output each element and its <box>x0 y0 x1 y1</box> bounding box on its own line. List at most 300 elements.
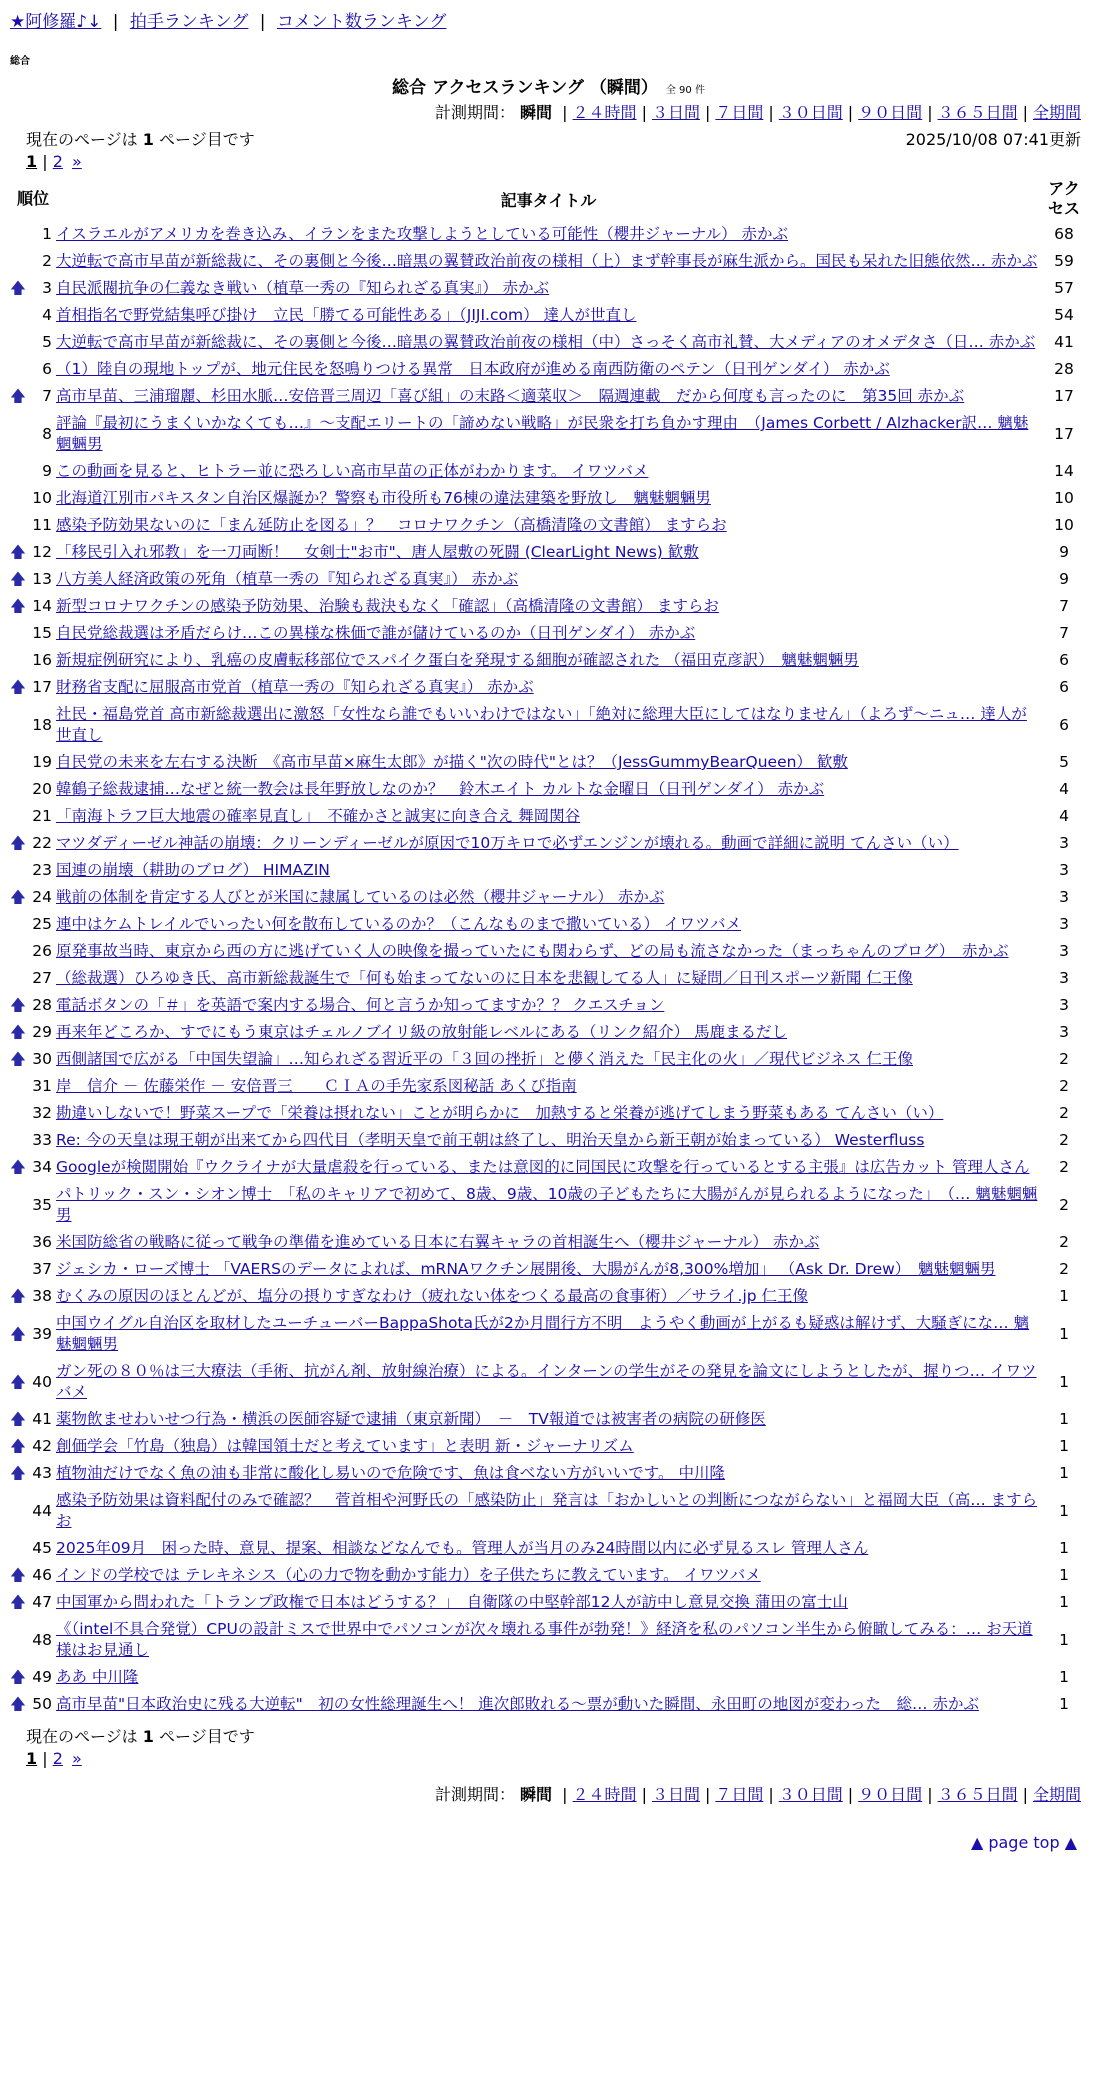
title-cell <box>56 1460 1041 1487</box>
table-row <box>10 965 1087 992</box>
arrow-cell <box>10 410 32 458</box>
arrow-cell <box>10 938 32 965</box>
comment-ranking-link[interactable]: コメント数ランキング <box>276 12 447 32</box>
arrow-cell <box>10 1181 32 1229</box>
up-arrow-icon: 🡅 <box>10 678 26 696</box>
arrow-cell <box>10 221 32 248</box>
page-number: 1 <box>142 1727 154 1746</box>
pager-next[interactable]: » <box>72 1749 82 1768</box>
pager-page-2[interactable]: 2 <box>52 1749 63 1768</box>
period-separator: | <box>641 103 647 122</box>
table-row <box>10 356 1087 383</box>
access-count: 41 <box>1054 333 1074 351</box>
period-selector <box>10 100 1087 123</box>
access-count: 2 <box>1059 1233 1069 1251</box>
article-link[interactable]: 創価学会「竹島（独島）は韓国領土だと考えています」と表明 新・ジャーナリズム <box>56 1437 634 1455</box>
rank-number: 25 <box>32 915 52 933</box>
table-row <box>10 410 1087 458</box>
table-row <box>10 1406 1087 1433</box>
access-count: 1 <box>1059 1539 1069 1557</box>
up-arrow-icon: 🡅 <box>10 1158 26 1176</box>
nav-separator: | <box>259 12 266 32</box>
access-count: 9 <box>1059 543 1069 561</box>
period-link[interactable]: ３６５日間 <box>937 103 1018 122</box>
article-link[interactable]: 「移民引入れ邪教」を一刀両断！ 女剣士"お市"、唐人屋敷の死闘 (ClearLight News) 歓敷 <box>56 543 699 561</box>
arrow-cell <box>10 1487 32 1535</box>
arrow-cell <box>10 1100 32 1127</box>
period-link[interactable]: ３日間 <box>651 1785 700 1804</box>
title-cell <box>56 275 1041 302</box>
rank-number: 15 <box>32 624 52 642</box>
up-arrow-icon: 🡅 <box>10 597 26 615</box>
article-link[interactable]: 高市早苗"日本政治史に残る大逆転" 初の女性総理誕生へ！ 進次郎敗れる～票が動いた瞬間、永田町の地図が変わった 総… 赤かぶ <box>56 1695 979 1713</box>
title-cell <box>56 383 1041 410</box>
access-count: 28 <box>1054 360 1074 378</box>
rank-header: 順位 <box>16 189 49 208</box>
period-link[interactable]: 全期間 <box>1032 1785 1081 1804</box>
period-link[interactable]: ２４時間 <box>572 1785 637 1804</box>
page-info-bottom <box>10 1724 1087 1747</box>
article-link[interactable]: 自民党総裁選は矛盾だらけ…この異様な株価で誰が儲けているのか（日刊ゲンダイ） 赤かぶ <box>56 624 696 642</box>
article-link[interactable]: ジェシカ・ローズ博士 「VAERSのデータによれば、mRNAワクチン展開後、大腸がんが8,300%増加」 （Ask Dr. Drew） 魑魅魍魎男 <box>56 1260 996 1278</box>
rank-number: 42 <box>32 1437 52 1455</box>
title-cell <box>56 1487 1041 1535</box>
table-row <box>10 1229 1087 1256</box>
rank-number: 10 <box>32 489 52 507</box>
period-separator: | <box>847 103 854 122</box>
rank-number: 24 <box>32 888 52 906</box>
table-row <box>10 539 1087 566</box>
access-header: アクセス <box>1047 179 1080 218</box>
table-row <box>10 830 1087 857</box>
table-row <box>10 803 1087 830</box>
article-link[interactable]: 首相指名で野党結集呼び掛け 立民「勝てる可能性ある」（JIJI.com） 達人が世直し <box>56 306 637 324</box>
total-count: 全 90 件 <box>665 85 705 96</box>
access-count: 2 <box>1059 1050 1069 1068</box>
rank-number: 2 <box>42 252 52 270</box>
title-cell <box>56 566 1041 593</box>
article-link[interactable]: 再来年どころか、すでにもう東京はチェルノブイリ級の放射能レベルにある（リンク紹介） 馬鹿まるだし <box>56 1023 788 1041</box>
table-row <box>10 485 1087 512</box>
up-arrow-icon: 🡅 <box>10 1324 26 1343</box>
article-link[interactable]: 2025年09月 困った時、意見、提案、相談などなんでも。管理人が当月のみ24時間以内に必ず見るスレ 管理人さん <box>56 1539 869 1557</box>
rank-number: 9 <box>42 462 52 480</box>
rank-number: 41 <box>32 1410 52 1428</box>
title-cell <box>56 1229 1041 1256</box>
title-cell <box>56 410 1041 458</box>
table-row <box>10 749 1087 776</box>
rank-number: 29 <box>32 1023 52 1041</box>
title-cell <box>56 1562 1041 1589</box>
article-link[interactable]: 北海道江別市パキスタン自治区爆誕か？警察も市役所も76棟の違法建築を野放し 魑魅魍魎男 <box>56 489 711 507</box>
period-link[interactable]: ９０日間 <box>858 103 923 122</box>
rank-number: 33 <box>32 1131 52 1149</box>
up-arrow-icon: 🡅 <box>10 996 26 1014</box>
period-label: 計測期間： <box>434 1785 515 1804</box>
article-link[interactable]: 中国ウイグル自治区を取材したユーチューバーBappaShota氏が2か月間行方不明 ようやく動画が上がるも疑惑は解けず、大騒ぎにな… 魑魅魍魎男 <box>56 1314 1030 1353</box>
table-row <box>10 1181 1087 1229</box>
article-link[interactable]: 国連の崩壊（耕助のブログ） HIMAZIN <box>56 861 330 879</box>
rank-number: 35 <box>32 1195 52 1214</box>
rank-number: 50 <box>32 1695 52 1713</box>
arrow-cell <box>10 701 32 749</box>
article-link[interactable]: 感染予防効果ないのに「まん延防止を図る」？ コロナワクチン（高橋清隆の文書館） ますらお <box>56 516 727 534</box>
rank-number: 7 <box>42 387 52 405</box>
period-separator: | <box>704 103 711 122</box>
article-link[interactable]: （総裁選）ひろゆき氏、高市新総裁誕生で「何も始まってないのに日本を悲観してる人」に疑問／日刊スポーツ新聞 仁王像 <box>56 969 913 987</box>
access-count: 59 <box>1054 252 1074 270</box>
rank-number: 38 <box>32 1287 52 1305</box>
article-link[interactable]: むくみの原因のほとんどが、塩分の摂りすぎなわけ（疲れない体をつくる最高の食事術）／サライ.jp 仁王像 <box>56 1287 809 1305</box>
rank-number: 49 <box>32 1668 52 1686</box>
access-count: 68 <box>1054 225 1074 243</box>
article-link[interactable]: 韓鶴子総裁逮捕…なぜと統一教会は長年野放しなのか？ 鈴木エイト カルトな金曜日（日刊ゲンダイ） 赤かぶ <box>56 780 825 798</box>
rank-number: 18 <box>32 715 52 734</box>
table-row <box>10 620 1087 647</box>
rank-number: 4 <box>42 306 52 324</box>
up-arrow-icon: 🡅 <box>10 1668 26 1686</box>
article-link[interactable]: 連中はケムトレイルでいったい何を散布しているのか？（こんなものまで撒いている） イワツバメ <box>56 915 742 933</box>
table-row <box>10 647 1087 674</box>
up-arrow-icon: 🡅 <box>10 1410 26 1428</box>
title-cell <box>56 539 1041 566</box>
table-row <box>10 1433 1087 1460</box>
article-link[interactable]: 八方美人経済政策の死角（植草一秀の『知られざる真実』） 赤かぶ <box>56 570 519 588</box>
table-row <box>10 674 1087 701</box>
access-count: 1 <box>1059 1566 1069 1584</box>
access-count: 1 <box>1059 1630 1069 1649</box>
page-text-suffix: ページ目です <box>153 1727 255 1746</box>
period-link[interactable]: ３日間 <box>651 103 700 122</box>
article-link[interactable]: 評論『最初にうまくいかなくても…』～支配エリートの「諦めない戦略」が民衆を打ち負かす理由 （James Corbett / Alzhacker訳… 魑魅魍魎男 <box>56 414 1029 453</box>
table-row <box>10 701 1087 749</box>
arrow-cell <box>10 776 32 803</box>
arrow-cell <box>10 458 32 485</box>
up-arrow-icon: 🡅 <box>10 387 26 405</box>
article-link[interactable]: 《（intel不具合発覚）CPUの設計ミスで世界中でパソコンが次々壊れる事件が勃発！》経済を私のパソコン半生から俯瞰してみる：… お天道様はお見通し <box>56 1620 1033 1659</box>
table-row <box>10 1073 1087 1100</box>
title-cell <box>56 1100 1041 1127</box>
table-row <box>10 1691 1087 1718</box>
title-cell <box>56 701 1041 749</box>
access-count: 3 <box>1059 1023 1069 1041</box>
article-link[interactable]: 西側諸国で広がる「中国失望論」…知られざる習近平の「３回の挫折」と儚く消えた「民主化の火」／現代ビジネス 仁王像 <box>56 1050 913 1068</box>
title-cell <box>56 1046 1041 1073</box>
up-arrow-icon: 🡅 <box>10 279 26 297</box>
title-cell <box>56 1406 1041 1433</box>
ranking-heading <box>10 73 1087 98</box>
period-separator: | <box>562 103 568 122</box>
up-arrow-icon: 🡅 <box>10 543 26 561</box>
arrow-cell <box>10 857 32 884</box>
rank-number: 1 <box>42 225 52 243</box>
page-number: 1 <box>142 130 154 149</box>
rank-number: 26 <box>32 942 52 960</box>
article-link[interactable]: 感染予防効果は資料配付のみで確認？ 菅首相や河野氏の「感染防止」発言は「おかしいとの判断につながらない」と福岡大臣（高… ますらお <box>56 1491 1038 1530</box>
table-row <box>10 1283 1087 1310</box>
access-count: 3 <box>1059 915 1069 933</box>
page-text-prefix: 現在のページは <box>26 1727 143 1746</box>
rank-number: 20 <box>32 780 52 798</box>
rank-number: 13 <box>32 570 52 588</box>
access-count: 10 <box>1054 489 1074 507</box>
ranking-title: 総合 アクセスランキング （瞬間） <box>392 78 658 98</box>
title-cell <box>56 1691 1041 1718</box>
title-cell <box>56 674 1041 701</box>
article-link[interactable]: パトリック・スン・シオン博士 「私のキャリアで初めて、8歳、9歳、10歳の子どもたちに大腸がんが見られるようになった」 （… 魑魅魍魎男 <box>56 1185 1038 1224</box>
access-count: 1 <box>1059 1464 1069 1482</box>
article-link[interactable]: 薬物飲ませわいせつ行為・横浜の医師容疑で逮捕（東京新聞） － TV報道では被害者の病院の研修医 <box>56 1410 766 1428</box>
access-count: 3 <box>1059 942 1069 960</box>
access-count: 1 <box>1059 1324 1069 1343</box>
access-count: 57 <box>1054 279 1074 297</box>
article-link[interactable]: （1）陸自の現地トップが、地元住民を怒鳴りつける異常 日本政府が進める南西防衛のペテン（日刊ゲンダイ） 赤かぶ <box>56 360 890 378</box>
period-link[interactable]: ３０日間 <box>778 103 843 122</box>
arrow-cell <box>10 1229 32 1256</box>
title-cell <box>56 1358 1041 1406</box>
top-navigation <box>10 10 1087 34</box>
pager-current: 1 <box>26 152 38 171</box>
article-link[interactable]: 戦前の体制を肯定する人びとが米国に隷属しているのは必然（櫻井ジャーナル） 赤かぶ <box>56 888 665 906</box>
access-count: 1 <box>1059 1287 1069 1305</box>
nav-separator: | <box>112 12 119 32</box>
title-cell <box>56 1127 1041 1154</box>
period-separator: | <box>927 1785 933 1804</box>
table-row <box>10 992 1087 1019</box>
home-link[interactable]: ★阿修羅♪↓ <box>10 12 102 32</box>
pager-page-2[interactable]: 2 <box>52 152 63 171</box>
table-row <box>10 1535 1087 1562</box>
table-row <box>10 512 1087 539</box>
table-row <box>10 1460 1087 1487</box>
period-link[interactable]: ７日間 <box>715 103 764 122</box>
rank-number: 40 <box>32 1372 52 1391</box>
rank-number: 31 <box>32 1077 52 1095</box>
rank-number: 23 <box>32 861 52 879</box>
up-arrow-icon: 🡅 <box>10 1050 26 1068</box>
page-top-link[interactable]: ▲ page top ▲ <box>970 1833 1077 1852</box>
article-link[interactable]: 新型コロナワクチンの感染予防効果、治験も裁決もなく「確認」（高橋清隆の文書館） ますらお <box>56 597 719 615</box>
up-arrow-icon: 🡅 <box>10 1437 26 1455</box>
table-row <box>10 1358 1087 1406</box>
article-link[interactable]: 米国防総省の戦略に従って戦争の準備を進めている日本に右翼キャラの首相誕生へ（櫻井ジャーナル） 赤かぶ <box>56 1233 820 1251</box>
access-count: 10 <box>1054 516 1074 534</box>
rank-number: 36 <box>32 1233 52 1251</box>
article-link[interactable]: 大逆転で高市早苗が新総裁に、その裏側と今後…暗黒の翼賛政治前夜の様相（中）さっそく高市礼賛、大メディアのオメデタさ（日… 赤かぶ <box>56 333 1036 351</box>
article-link[interactable]: 大逆転で高市早苗が新総裁に、その裏側と今後…暗黒の翼賛政治前夜の様相（上）まず幹事長が麻生派から。国民も呆れた旧態依然… 赤かぶ <box>56 252 1038 270</box>
arrow-cell <box>10 1256 32 1283</box>
access-count: 1 <box>1059 1410 1069 1428</box>
period-separator: | <box>562 1785 568 1804</box>
access-count: 1 <box>1059 1437 1069 1455</box>
page-top <box>10 1833 1087 1852</box>
article-link[interactable]: 「南海トラフ巨大地震の確率見直し」 不確かさと誠実に向き合え 舞岡関谷 <box>56 807 581 825</box>
access-count: 54 <box>1054 306 1074 324</box>
table-row <box>10 1100 1087 1127</box>
rank-number: 22 <box>32 834 52 852</box>
pager-bottom <box>10 1749 1087 1768</box>
access-count: 1 <box>1059 1695 1069 1713</box>
arrow-cell <box>10 1127 32 1154</box>
article-link[interactable]: 新規症例研究により、乳癌の皮膚転移部位でスパイク蛋白を発現する細胞が確認された （福田克彦訳） 魑魅魍魎男 <box>56 651 859 669</box>
article-link[interactable]: 岸 信介 － 佐藤栄作 － 安倍晋三 ＣＩＡの手先家系図秘話 あくび指南 <box>56 1077 577 1095</box>
table-row <box>10 302 1087 329</box>
access-count: 2 <box>1059 1260 1069 1278</box>
access-count: 2 <box>1059 1131 1069 1149</box>
title-cell <box>56 992 1041 1019</box>
table-row <box>10 1562 1087 1589</box>
access-count: 5 <box>1059 753 1069 771</box>
rank-number: 6 <box>42 360 52 378</box>
arrow-cell <box>10 302 32 329</box>
page-info <box>10 127 1087 150</box>
rank-number: 34 <box>32 1158 52 1176</box>
period-separator: | <box>1022 1785 1028 1804</box>
title-cell <box>56 776 1041 803</box>
table-row <box>10 458 1087 485</box>
table-row <box>10 275 1087 302</box>
arrow-cell <box>10 803 32 830</box>
article-link[interactable]: ガン死の８０％は三大療法（手術、抗がん剤、放射線治療）による。インターンの学生がその発見を論文にしようとしたが、握りつ… イワツバメ <box>56 1362 1037 1401</box>
period-separator: | <box>641 1785 647 1804</box>
article-link[interactable]: Re: 今の天皇は現王朝が出来てから四代目（孝明天皇で前王朝は終了し、明治天皇から新王朝が始まっている） Westerfluss <box>56 1131 925 1149</box>
title-cell <box>56 1310 1041 1358</box>
title-cell <box>56 884 1041 911</box>
article-link[interactable]: 社民・福島党首 高市新総裁選出に激怒「女性なら誰でもいいわけではない」「絶対に総理大臣にしてはなりません」（よろず～ニュ… 達人が世直し <box>56 705 1027 744</box>
current-page-text <box>26 1724 255 1747</box>
period-current: 瞬間 <box>520 103 553 122</box>
table-row <box>10 1616 1087 1664</box>
up-arrow-icon: 🡅 <box>10 1464 26 1482</box>
period-separator: | <box>704 1785 711 1804</box>
article-link[interactable]: 植物油だけでなく魚の油も非常に酸化し易いので危険です、魚は食べない方がいいです。 中川隆 <box>56 1464 725 1482</box>
article-link[interactable]: インドの学校では テレキネシス（心の力で物を動かす能力）を子供たちに教えています。 イワツバメ <box>56 1566 761 1584</box>
access-count: 17 <box>1054 387 1074 405</box>
title-cell <box>56 1256 1041 1283</box>
article-link[interactable]: 中国軍から問われた「トランプ政権で日本はどうする？」 自衛隊の中堅幹部12人が訪中し意見交換 蒲田の富士山 <box>56 1593 848 1611</box>
rank-number: 37 <box>32 1260 52 1278</box>
title-cell <box>56 647 1041 674</box>
arrow-cell <box>10 512 32 539</box>
rank-number: 19 <box>32 753 52 771</box>
access-count: 3 <box>1059 861 1069 879</box>
article-link[interactable]: 高市早苗、三浦瑠麗、杉田水脈…安倍晋三周辺「喜び組」の末路＜適菜収＞ 隔週連載 だから何度も言ったのに 第35回 赤かぶ <box>56 387 965 405</box>
period-link[interactable]: ７日間 <box>715 1785 764 1804</box>
pager <box>10 152 1087 171</box>
up-arrow-icon: 🡅 <box>10 888 26 906</box>
article-link[interactable]: 電話ボタンの「＃」を英語で案内する場合、何と言うか知ってますか？？ クエスチョン <box>56 996 665 1014</box>
table-row <box>10 938 1087 965</box>
access-count: 3 <box>1059 834 1069 852</box>
access-count: 6 <box>1059 651 1069 669</box>
title-cell <box>56 1019 1041 1046</box>
rank-number: 3 <box>42 279 52 297</box>
arrow-cell <box>10 485 32 512</box>
ranking-table <box>10 177 1087 1718</box>
rank-number: 11 <box>32 516 52 534</box>
article-link[interactable]: この動画を見ると、ヒトラー並に恐ろしい高市早苗の正体がわかります。 イワツバメ <box>56 462 649 480</box>
access-count: 1 <box>1059 1501 1069 1520</box>
category-label: 総合 <box>10 56 30 67</box>
pager-current: 1 <box>26 1749 38 1768</box>
arrow-cell <box>10 911 32 938</box>
rank-number: 17 <box>32 678 52 696</box>
title-cell <box>56 749 1041 776</box>
table-row <box>10 1127 1087 1154</box>
access-count: 7 <box>1059 597 1069 615</box>
article-link[interactable]: イスラエルがアメリカを巻き込み、イランをまた攻撃しようとしている可能性（櫻井ジャーナル） 赤かぶ <box>56 225 789 243</box>
title-cell <box>56 1589 1041 1616</box>
table-header-row <box>10 177 1087 221</box>
arrow-cell <box>10 1073 32 1100</box>
table-row <box>10 776 1087 803</box>
table-row <box>10 1310 1087 1358</box>
rank-number: 28 <box>32 996 52 1014</box>
access-count: 6 <box>1059 715 1069 734</box>
up-arrow-icon: 🡅 <box>10 1695 26 1713</box>
title-cell <box>56 803 1041 830</box>
article-link[interactable]: ああ 中川隆 <box>56 1668 139 1686</box>
period-link[interactable]: 全期間 <box>1032 103 1081 122</box>
clap-ranking-link[interactable]: 拍手ランキング <box>129 12 249 32</box>
up-arrow-icon: 🡅 <box>10 1287 26 1305</box>
arrow-cell <box>10 1616 32 1664</box>
access-count: 17 <box>1054 424 1074 443</box>
pager-next[interactable]: » <box>72 152 82 171</box>
table-row <box>10 911 1087 938</box>
article-link[interactable]: 原発事故当時、東京から西の方に逃げていく人の映像を撮っていたにも関わらず、どの局も流さなかった（まっちゃんのブログ） 赤かぶ <box>56 942 1009 960</box>
article-link[interactable]: 財務省支配に屈服高市党首（植草一秀の『知られざる真実』） 赤かぶ <box>56 678 534 696</box>
period-link[interactable]: ２４時間 <box>572 103 637 122</box>
arrow-cell <box>10 248 32 275</box>
title-cell <box>56 329 1041 356</box>
period-separator: | <box>768 1785 774 1804</box>
title-cell <box>56 593 1041 620</box>
period-links <box>557 1785 1081 1804</box>
article-link[interactable]: 自民党の未来を左右する決断 《高市早苗×麻生太郎》が描く"次の時代"とは？（JessGummyBearQueen） 歓敷 <box>56 753 848 771</box>
access-count: 4 <box>1059 780 1069 798</box>
period-separator: | <box>847 1785 854 1804</box>
article-link[interactable]: Googleが検閲開始『ウクライナが大量虐殺を行っている、または意図的に同国民に攻撃を行っているとする主張』は広告カット 管理人さん <box>56 1158 1030 1176</box>
arrow-cell <box>10 356 32 383</box>
period-separator: | <box>927 103 933 122</box>
rank-number: 44 <box>32 1501 52 1520</box>
title-cell <box>56 620 1041 647</box>
table-row <box>10 1154 1087 1181</box>
title-cell <box>56 356 1041 383</box>
title-cell <box>56 1433 1041 1460</box>
table-row <box>10 1589 1087 1616</box>
title-cell <box>56 1283 1041 1310</box>
article-link[interactable]: 自民派閥抗争の仁義なき戦い（植草一秀の『知られざる真実』） 赤かぶ <box>56 279 550 297</box>
arrow-cell <box>10 647 32 674</box>
rank-number: 43 <box>32 1464 52 1482</box>
up-arrow-icon: 🡅 <box>10 1023 26 1041</box>
period-link[interactable]: ９０日間 <box>858 1785 923 1804</box>
period-link[interactable]: ３６５日間 <box>937 1785 1018 1804</box>
title-cell <box>56 1154 1041 1181</box>
current-page-text <box>26 127 255 150</box>
rank-number: 16 <box>32 651 52 669</box>
period-link[interactable]: ３０日間 <box>778 1785 843 1804</box>
article-link[interactable]: 勘違いしないで！野菜スープで「栄養は摂れない」ことが明らかに 加熱すると栄養が逃げてしまう野菜もある てんさい（い） <box>56 1104 944 1122</box>
rank-number: 14 <box>32 597 52 615</box>
table-row <box>10 221 1087 248</box>
access-count: 2 <box>1059 1077 1069 1095</box>
title-cell <box>56 1535 1041 1562</box>
rank-number: 39 <box>32 1324 52 1343</box>
article-link[interactable]: マツダディーゼル神話の崩壊：クリーンディーゼルが原因で10万キロで必ずエンジンが壊れる。動画で詳細に説明 てんさい（い） <box>56 834 959 852</box>
